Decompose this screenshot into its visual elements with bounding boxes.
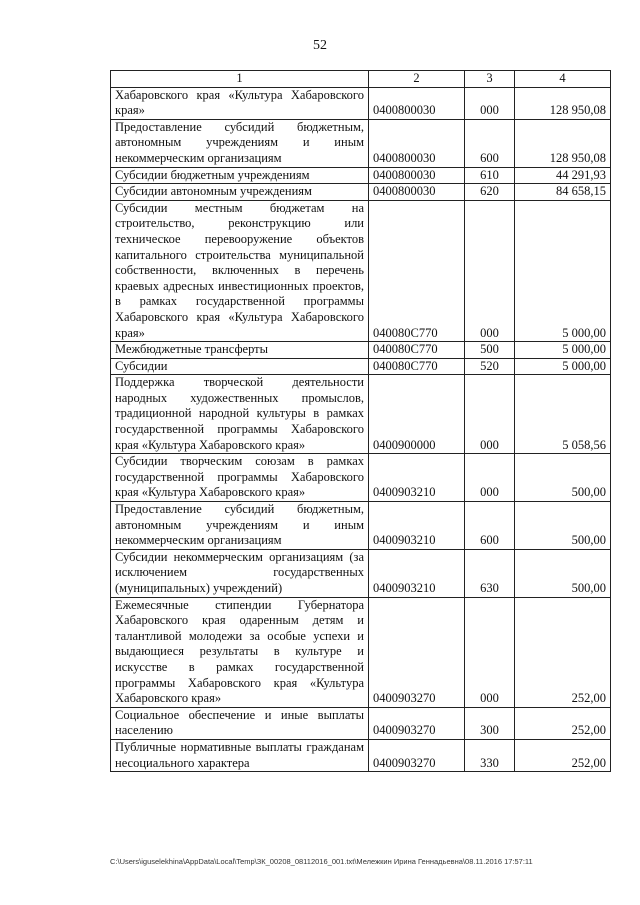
row-type-cell: 000: [465, 597, 515, 707]
row-amount-cell: 128 950,08: [515, 87, 611, 119]
row-code-cell: 0400800030: [369, 87, 465, 119]
row-type-cell: 000: [465, 454, 515, 502]
column-header-3: 3: [465, 71, 515, 88]
row-code-cell: 0400900000: [369, 375, 465, 454]
row-code-cell: 0400903270: [369, 739, 465, 771]
table-row: [111, 549, 611, 597]
row-name-cell: Субсидии автономным учреждениям: [111, 184, 369, 201]
table-header-row: [111, 71, 611, 88]
row-code-cell: 0400903270: [369, 707, 465, 739]
page-number: 52: [313, 38, 327, 53]
row-name-cell: Публичные нормативные выплаты гражданам несоциального характера: [111, 739, 369, 771]
row-amount-cell: 252,00: [515, 707, 611, 739]
column-header-4: 4: [515, 71, 611, 88]
row-code-cell: 0400800030: [369, 167, 465, 184]
table-row: [111, 167, 611, 184]
row-name-cell: Межбюджетные трансферты: [111, 342, 369, 359]
row-name-cell: Предоставление субсидий бюджетным, автономным учреждениям и иным некоммерческим организациям: [111, 119, 369, 167]
table-row: [111, 200, 611, 341]
row-type-cell: 600: [465, 502, 515, 550]
row-amount-cell: 44 291,93: [515, 167, 611, 184]
table-row: [111, 597, 611, 707]
row-code-cell: 0400903210: [369, 502, 465, 550]
row-code-cell: 0400903210: [369, 454, 465, 502]
column-header-2: 2: [369, 71, 465, 88]
row-name-cell: Хабаровского края «Культура Хабаровского края»: [111, 87, 369, 119]
row-code-cell: 0400903270: [369, 597, 465, 707]
row-type-cell: 330: [465, 739, 515, 771]
row-name-cell: Субсидии некоммерческим организациям (за исключением государственных (муниципальных) учреждений): [111, 549, 369, 597]
table-row: [111, 454, 611, 502]
row-name-cell: Субсидии творческим союзам в рамках государственной программы Хабаровского края «Культура Хабаровского края»: [111, 454, 369, 502]
table-row: [111, 119, 611, 167]
table-row: [111, 375, 611, 454]
row-amount-cell: 252,00: [515, 597, 611, 707]
row-code-cell: 040080С770: [369, 358, 465, 375]
table-row: [111, 502, 611, 550]
row-amount-cell: 5 000,00: [515, 200, 611, 341]
row-amount-cell: 5 000,00: [515, 358, 611, 375]
row-type-cell: 000: [465, 375, 515, 454]
row-name-cell: Субсидии бюджетным учреждениям: [111, 167, 369, 184]
table-row: [111, 358, 611, 375]
row-amount-cell: 500,00: [515, 549, 611, 597]
row-name-cell: Поддержка творческой деятельности народных художественных промыслов, традиционной народной культуры в рамках государственной программы Хабаровского края «Культура Хабаровского края»: [111, 375, 369, 454]
row-type-cell: 000: [465, 87, 515, 119]
row-code-cell: 0400800030: [369, 184, 465, 201]
row-type-cell: 630: [465, 549, 515, 597]
row-code-cell: 0400800030: [369, 119, 465, 167]
row-type-cell: 000: [465, 200, 515, 341]
row-amount-cell: 128 950,08: [515, 119, 611, 167]
row-name-cell: Предоставление субсидий бюджетным, автономным учреждениям и иным некоммерческим организациям: [111, 502, 369, 550]
row-amount-cell: 252,00: [515, 739, 611, 771]
budget-table: [110, 70, 611, 772]
table-row: [111, 707, 611, 739]
row-amount-cell: 500,00: [515, 502, 611, 550]
row-name-cell: Субсидии: [111, 358, 369, 375]
row-type-cell: 620: [465, 184, 515, 201]
row-type-cell: 500: [465, 342, 515, 359]
table-body: [111, 87, 611, 772]
row-type-cell: 610: [465, 167, 515, 184]
row-type-cell: 520: [465, 358, 515, 375]
row-amount-cell: 500,00: [515, 454, 611, 502]
table-row: [111, 87, 611, 119]
row-type-cell: 600: [465, 119, 515, 167]
row-type-cell: 300: [465, 707, 515, 739]
row-name-cell: Ежемесячные стипендии Губернатора Хабаровского края одаренным детям и талантливой молодежи за особые успехи и выдающиеся результаты в культуре и искусстве в рамках государственной программы Хабаровского края «Культура Хабаровского края»: [111, 597, 369, 707]
table-row: [111, 739, 611, 771]
row-code-cell: 040080С770: [369, 200, 465, 341]
row-amount-cell: 5 058,56: [515, 375, 611, 454]
table-row: [111, 184, 611, 201]
column-header-1: 1: [111, 71, 369, 88]
file-path-footer: C:\Users\iguselekhina\AppData\Local\Temp\ЗК_00208_08112016_001.txt\Мележкин Ирина Геннадьевна\08.11.2016 17:57:11: [110, 857, 533, 866]
row-name-cell: Субсидии местным бюджетам на строительство, реконструкцию или техническое перевооружение объектов капитального строительства муниципальной собственности, включенных в перечень краевых адресных инвестиционных проектов, в рамках государственной программы Хабаровского края «Культура Хабаровского края»: [111, 200, 369, 341]
row-code-cell: 0400903210: [369, 549, 465, 597]
row-amount-cell: 84 658,15: [515, 184, 611, 201]
table-row: [111, 342, 611, 359]
row-name-cell: Социальное обеспечение и иные выплаты населению: [111, 707, 369, 739]
row-code-cell: 040080С770: [369, 342, 465, 359]
row-amount-cell: 5 000,00: [515, 342, 611, 359]
